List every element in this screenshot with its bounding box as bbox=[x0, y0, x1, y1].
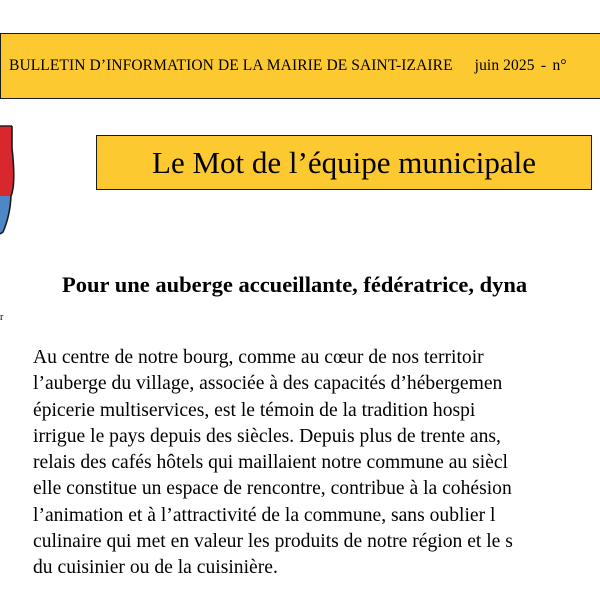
paragraph-line: épicerie multiservices, est le témoin de la tradition hospi bbox=[33, 399, 476, 421]
article-title: Pour une auberge accueillante, fédératrice, dyna bbox=[62, 272, 528, 297]
paragraph-line: l’animation et à l’attractivité de la commune, sans oublier l bbox=[33, 504, 496, 526]
issue-separator: - bbox=[540, 57, 547, 74]
section-title: Le Mot de l’équipe municipale bbox=[152, 144, 536, 180]
paragraph-line: irrigue le pays depuis des siècles. Depuis plus de trente ans, bbox=[33, 425, 501, 447]
paragraph-line: l’auberge du village, associée à des capacités d’hébergemen bbox=[33, 373, 503, 395]
paragraph-line: Au centre de notre bourg, comme au cœur de nos territoir bbox=[33, 347, 484, 368]
paragraph-line: culinaire qui met en valeur les produits de notre région et le s bbox=[33, 531, 513, 553]
issue-year: 2025 bbox=[503, 57, 535, 74]
crest-caption: r bbox=[0, 312, 4, 323]
bulletin-title: BULLETIN D’INFORMATION DE LA MAIRIE DE SAINT-IZAIRE bbox=[9, 57, 453, 74]
paragraph-line: du cuisinier ou de la cuisinière. bbox=[33, 557, 278, 579]
article-paragraph bbox=[33, 345, 600, 582]
section-title-box bbox=[96, 135, 592, 190]
coat-of-arms-icon bbox=[0, 124, 16, 236]
paragraph-line: relais des cafés hôtels qui maillaient notre commune au siècl bbox=[33, 452, 508, 474]
issue-number: n° bbox=[552, 57, 567, 74]
paragraph-line: elle constitue un espace de rencontre, contribue à la cohésion bbox=[33, 478, 512, 500]
bulletin-header bbox=[9, 57, 567, 75]
issue-month: juin bbox=[474, 57, 500, 74]
